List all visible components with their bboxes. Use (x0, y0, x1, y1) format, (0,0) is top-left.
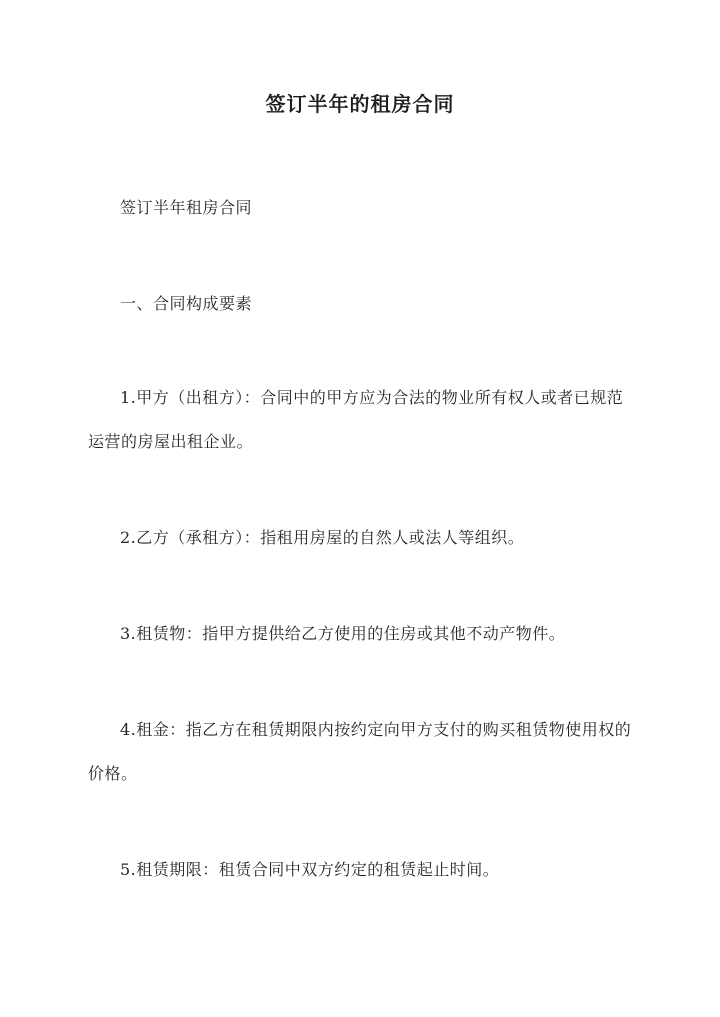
paragraph-lease-term: 5.租赁期限：租赁合同中双方约定的租赁起止时间。 (120, 860, 500, 879)
paragraph-subtitle: 签订半年租房合同 (120, 198, 253, 217)
section-heading-contract-elements: 一、合同构成要素 (120, 294, 253, 313)
paragraph-party-b: 2.乙方（承租方）：指租用房屋的自然人或法人等组织。 (120, 528, 525, 547)
paragraph-rent: 4.租金：指乙方在租赁期限内按约定向甲方支付的购买租赁物使用权的价格。 (88, 720, 632, 783)
paragraph-party-a: 1.甲方（出租方）：合同中的甲方应为合法的物业所有权人或者已规范运营的房屋出租企业。 (88, 388, 624, 451)
document-title: 签订半年的租房合同 (265, 92, 455, 116)
paragraph-leased-property: 3.租赁物：指甲方提供给乙方使用的住房或其他不动产物件。 (120, 624, 566, 643)
